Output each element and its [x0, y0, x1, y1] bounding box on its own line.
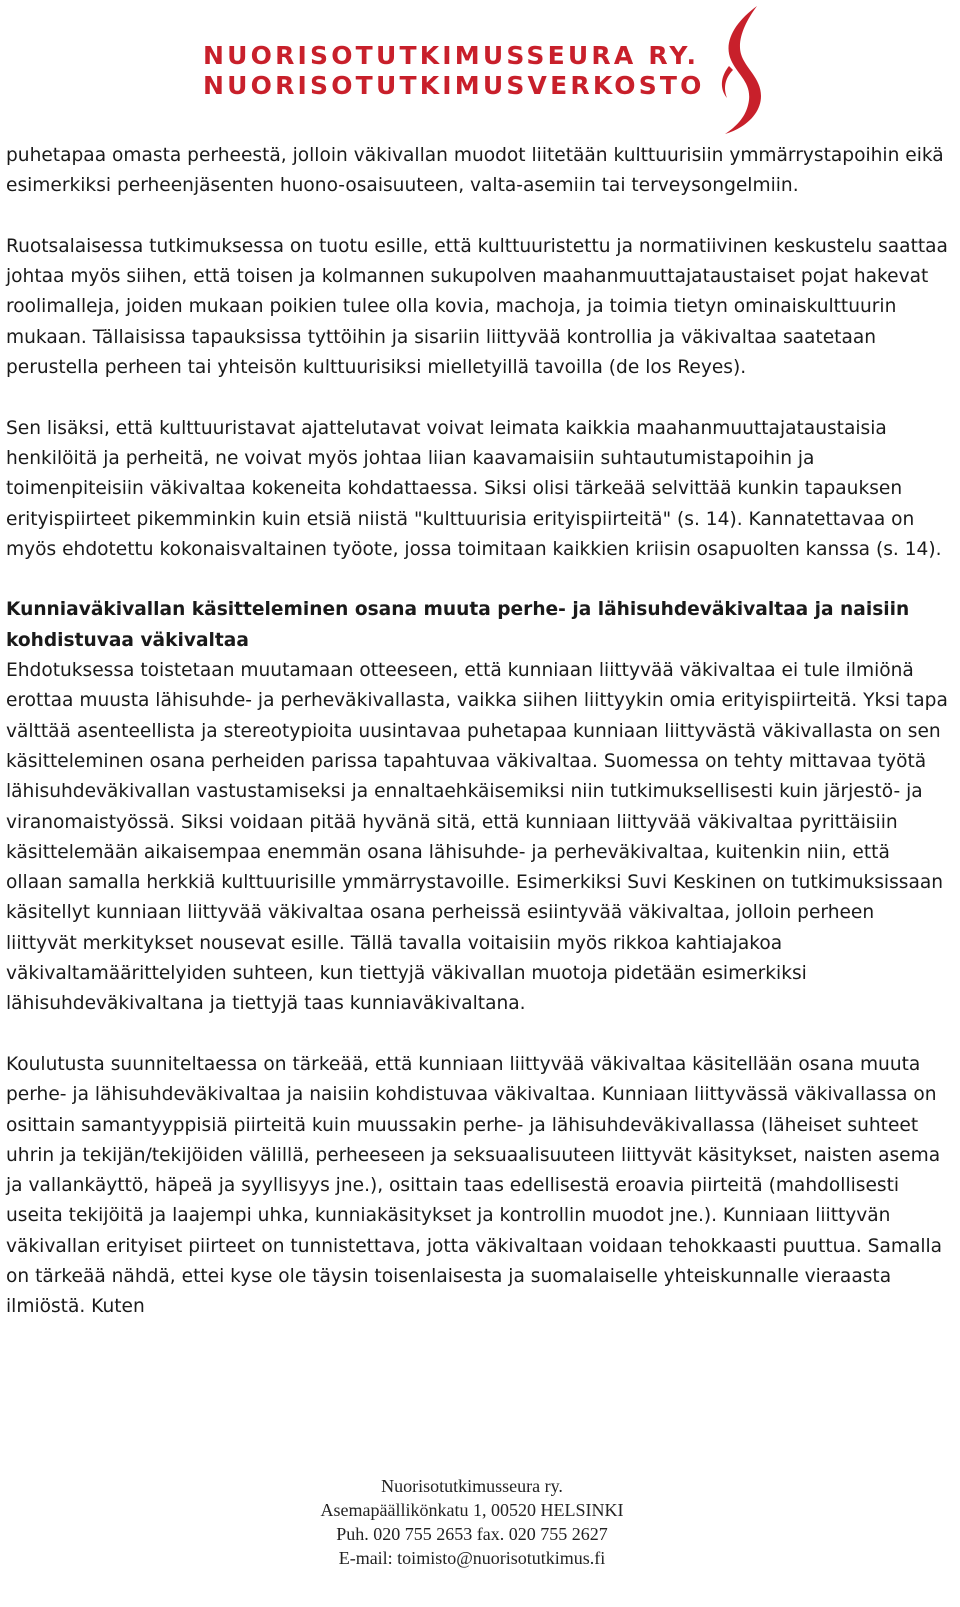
- footer-phone: Puh. 020 755 2653 fax. 020 755 2627: [336, 1524, 608, 1544]
- paragraph: Koulutusta suunniteltaessa on tärkeää, että kunniaan liittyvää väkivaltaa käsitellään osana muuta perhe- ja lähisuhdeväkivaltaa ja naisiin kohdistuvaa väkivaltaa. Kunniaan liittyvässä väkivallassa on osittain samantyyppisiä piirteitä kuin muussakin perhe- ja lähisuhdeväkivallassa (läheiset suhteet uhrin ja tekijän/tekijöiden välillä, perheeseen ja seksuaalisuuteen liittyvät käsitykset, naisten asema ja vallankäyttö, häpeä ja syyllisyys jne.), osittain taas edellisestä eroavia piirteitä (mahdollisesti useita tekijöitä ja laajempi uhka, kunniakäsitykset ja kontrollin muodot jne.). Kunniaan liittyvän väkivallan erityiset piirteet on tunnistettava, jotta väkivaltaan voidaan tehokkaasti puuttua. Samalla on tärkeää nähdä, ettei kyse ole täysin toisenlaisesta ja suomalaiselle yhteiskunnalle vieraasta ilmiöstä. Kuten: [6, 1053, 943, 1318]
- letterhead: [185, 0, 760, 140]
- footer-email: E-mail: toimisto@nuorisotutkimus.fi: [338, 1548, 606, 1568]
- flame-logo-icon: [705, 2, 765, 138]
- paragraph: Ehdotuksessa toistetaan muutamaan otteeseen, että kunniaan liittyvää väkivaltaa ei tule ilmiönä erottaa muusta lähisuhde- ja perheväkivallasta, vaikka siihen liittyykin omia erityispiirteitä. Yksi tapa välttää asenteellista ja stereotypioita uusintavaa puhetapaa kunniaan liittyvästä väkivallasta on sen käsitteleminen osana perheiden parissa tapahtuvaa väkivaltaa. Suomessa on tehty mittavaa työtä lähisuhdeväkivallan vastustamiseksi ja ennaltaehkäisemiksi niin tutkimuksellisesti kuin järjestö- ja viranomaistyössä. Siksi voidaan pitää hyvänä sitä, että kunniaan liittyvää väkivaltaa pyrittäisiin käsittelemään aikaisempaa enemmän osana lähisuhde- ja perheväkivaltaa, kuitenkin niin, että ollaan samalla herkkiä kulttuurisille ymmärrystavoille. Esimerkiksi Suvi Keskinen on tutkimuksissaan käsitellyt kunniaan liittyvää väkivaltaa osana perheissä esiintyvää väkivaltaa, jolloin perheen liittyvät merkitykset nousevat esille. Tällä tavalla voitaisiin myös rikkoa kahtiajakoa väkivaltamäärittelyiden suhteen, kun tiettyjä väkivallan muotoja pidetään esimerkiksi lähisuhdeväkivaltana ja tiettyjä taas kunniaväkivaltana.: [6, 660, 948, 1015]
- footer-org: Nuorisotutkimusseura ry.: [381, 1476, 563, 1496]
- footer: [0, 1474, 944, 1570]
- document-body: [6, 141, 950, 1323]
- org-name-logo: NUORISOTUTKIMUSSEURA RY.: [203, 41, 700, 70]
- paragraph: Ruotsalaisessa tutkimuksessa on tuotu esille, että kulttuuristettu ja normatiivinen keskustelu saattaa johtaa myös siihen, että toisen ja kolmannen sukupolven maahanmuuttajataustaiset pojat hakevat roolimalleja, joiden mukaan poikien tulee olla kovia, machoja, ja toimia tietyn ominaiskulttuurin mukaan. Tällaisissa tapauksissa tyttöihin ja sisariin liittyvää kontrollia ja väkivaltaa saatetaan perustella perheen tai yhteisön kulttuurisiksi mielletyillä tavoilla (de los Reyes).: [6, 235, 948, 379]
- section-heading: Kunniaväkivallan käsitteleminen osana muuta perhe- ja lähisuhdeväkivaltaa ja naisiin kohdistuvaa väkivaltaa: [6, 599, 910, 651]
- paragraph: Sen lisäksi, että kulttuuristavat ajattelutavat voivat leimata kaikkia maahanmuuttajataustaisia henkilöitä ja perheitä, ne voivat myös johtaa liian kaavamaisiin suhtautumistapoihin ja toimenpiteisiin väkivaltaa kokeneita kohdattaessa. Siksi olisi tärkeää selvittää kunkin tapauksen erityispiirteet pikemminkin kuin etsiä niistä "kulttuurisia erityispiirteitä" (s. 14). Kannatettavaa on myös ehdotettu kokonaisvaltainen työote, jossa toimitaan kaikkien kriisin osapuolten kanssa (s. 14).: [6, 417, 942, 560]
- network-name-logo: NUORISOTUTKIMUSVERKOSTO: [203, 71, 705, 100]
- footer-address: Asemapäällikönkatu 1, 00520 HELSINKI: [320, 1500, 624, 1520]
- paragraph: puhetapaa omasta perheestä, jolloin väkivallan muodot liitetään kulttuurisiin ymmärrystapoihin eikä esimerkiksi perheenjäsenten huono-osaisuuteen, valta-asemiin tai terveysongelmiin.: [6, 145, 944, 197]
